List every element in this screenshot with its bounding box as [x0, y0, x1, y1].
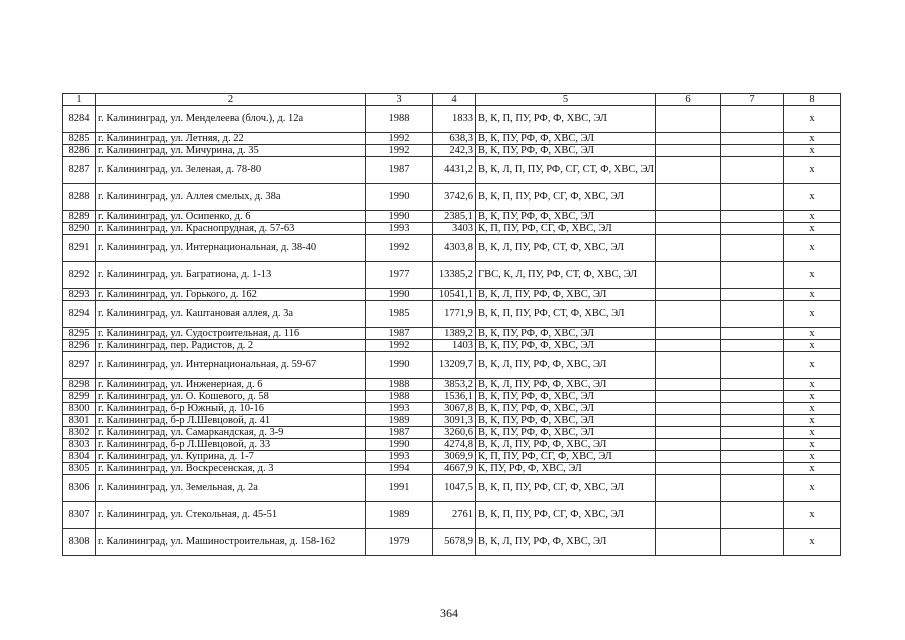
column-6-cell [656, 502, 721, 529]
table-row [63, 379, 841, 391]
area-cell: 1833 [433, 106, 476, 133]
address-cell: г. Калининград, б-р Южный, д. 10-16 [96, 403, 366, 415]
codes-cell: К, П, ПУ, РФ, СГ, Ф, ХВС, ЭЛ [476, 451, 656, 463]
area-cell: 638,3 [433, 133, 476, 145]
area-cell: 3853,2 [433, 379, 476, 391]
year-cell: 1993 [366, 223, 433, 235]
area-cell: 13385,2 [433, 262, 476, 289]
address-cell: г. Калининград, ул. Горького, д. 162 [96, 289, 366, 301]
row-number-cell: 8303 [63, 439, 96, 451]
row-number-cell: 8286 [63, 145, 96, 157]
table-row [63, 475, 841, 502]
mark-cell: x [784, 145, 841, 157]
table-row [63, 106, 841, 133]
row-number-cell: 8297 [63, 352, 96, 379]
column-7-cell [721, 106, 784, 133]
codes-cell: В, К, Л, ПУ, РФ, Ф, ХВС, ЭЛ [476, 379, 656, 391]
codes-cell: К, ПУ, РФ, Ф, ХВС, ЭЛ [476, 463, 656, 475]
column-6-cell [656, 157, 721, 184]
header-cell-7: 7 [721, 94, 784, 106]
table-row [63, 157, 841, 184]
area-cell: 3742,6 [433, 184, 476, 211]
year-cell: 1987 [366, 427, 433, 439]
table-row [63, 133, 841, 145]
mark-cell: x [784, 427, 841, 439]
row-number-cell: 8288 [63, 184, 96, 211]
mark-cell: x [784, 340, 841, 352]
column-6-cell [656, 391, 721, 403]
address-cell: г. Калининград, ул. Менделеева (блоч.), д. 12а [96, 106, 366, 133]
header-cell-1: 1 [63, 94, 96, 106]
address-cell: г. Калининград, ул. Интернациональная, д. 38-40 [96, 235, 366, 262]
codes-cell: В, К, П, ПУ, РФ, СГ, Ф, ХВС, ЭЛ [476, 502, 656, 529]
mark-cell: x [784, 502, 841, 529]
mark-cell: x [784, 157, 841, 184]
codes-cell: В, К, П, ПУ, РФ, СГ, Ф, ХВС, ЭЛ [476, 184, 656, 211]
area-cell: 1536,1 [433, 391, 476, 403]
mark-cell: x [784, 403, 841, 415]
mark-cell: x [784, 301, 841, 328]
row-number-cell: 8301 [63, 415, 96, 427]
table-row [63, 352, 841, 379]
column-7-cell [721, 223, 784, 235]
area-cell: 5678,9 [433, 529, 476, 556]
area-cell: 1771,9 [433, 301, 476, 328]
table-row [63, 415, 841, 427]
table-row [63, 340, 841, 352]
year-cell: 1990 [366, 289, 433, 301]
column-7-cell [721, 157, 784, 184]
year-cell: 1977 [366, 262, 433, 289]
column-6-cell [656, 211, 721, 223]
mark-cell: x [784, 262, 841, 289]
row-number-cell: 8293 [63, 289, 96, 301]
column-6-cell [656, 475, 721, 502]
year-cell: 1987 [366, 157, 433, 184]
codes-cell: В, К, ПУ, РФ, Ф, ХВС, ЭЛ [476, 427, 656, 439]
address-cell: г. Калининград, ул. Самаркандская, д. 3-9 [96, 427, 366, 439]
column-6-cell [656, 328, 721, 340]
area-cell: 3091,3 [433, 415, 476, 427]
column-7-cell [721, 439, 784, 451]
year-cell: 1990 [366, 211, 433, 223]
codes-cell: В, К, ПУ, РФ, Ф, ХВС, ЭЛ [476, 211, 656, 223]
row-number-cell: 8308 [63, 529, 96, 556]
area-cell: 10541,1 [433, 289, 476, 301]
row-number-cell: 8296 [63, 340, 96, 352]
table-row [63, 301, 841, 328]
column-7-cell [721, 235, 784, 262]
mark-cell: x [784, 475, 841, 502]
table-row [63, 223, 841, 235]
column-6-cell [656, 415, 721, 427]
row-number-cell: 8306 [63, 475, 96, 502]
column-6-cell [656, 289, 721, 301]
codes-cell: В, К, ПУ, РФ, Ф, ХВС, ЭЛ [476, 403, 656, 415]
area-cell: 4431,2 [433, 157, 476, 184]
column-7-cell [721, 184, 784, 211]
mark-cell: x [784, 415, 841, 427]
table-row [63, 529, 841, 556]
column-6-cell [656, 439, 721, 451]
table-row [63, 184, 841, 211]
codes-cell: К, П, ПУ, РФ, СГ, Ф, ХВС, ЭЛ [476, 223, 656, 235]
column-6-cell [656, 223, 721, 235]
column-7-cell [721, 145, 784, 157]
mark-cell: x [784, 328, 841, 340]
column-6-cell [656, 529, 721, 556]
table-row [63, 391, 841, 403]
row-number-cell: 8305 [63, 463, 96, 475]
table-row [63, 328, 841, 340]
address-cell: г. Калининград, ул. Интернациональная, д. 59-67 [96, 352, 366, 379]
year-cell: 1989 [366, 415, 433, 427]
column-7-cell [721, 379, 784, 391]
year-cell: 1993 [366, 403, 433, 415]
address-cell: г. Калининград, ул. Аллея смелых, д. 38а [96, 184, 366, 211]
column-7-cell [721, 403, 784, 415]
header-cell-6: 6 [656, 94, 721, 106]
address-cell: г. Калининград, ул. Куприна, д. 1-7 [96, 451, 366, 463]
column-7-cell [721, 427, 784, 439]
area-cell: 2385,1 [433, 211, 476, 223]
column-6-cell [656, 106, 721, 133]
table-row [63, 439, 841, 451]
address-cell: г. Калининград, ул. Зеленая, д. 78-80 [96, 157, 366, 184]
mark-cell: x [784, 106, 841, 133]
mark-cell: x [784, 463, 841, 475]
area-cell: 4667,9 [433, 463, 476, 475]
column-7-cell [721, 415, 784, 427]
table-row [63, 289, 841, 301]
column-7-cell [721, 133, 784, 145]
address-cell: г. Калининград, ул. Багратиона, д. 1-13 [96, 262, 366, 289]
column-6-cell [656, 262, 721, 289]
table-row [63, 211, 841, 223]
address-cell: г. Калининград, ул. Инженерная, д. 6 [96, 379, 366, 391]
table-row [63, 427, 841, 439]
address-cell: г. Калининград, б-р Л.Шевцовой, д. 33 [96, 439, 366, 451]
header-cell-2: 2 [96, 94, 366, 106]
mark-cell: x [784, 529, 841, 556]
column-6-cell [656, 340, 721, 352]
year-cell: 1988 [366, 106, 433, 133]
column-6-cell [656, 145, 721, 157]
mark-cell: x [784, 223, 841, 235]
codes-cell: В, К, Л, ПУ, РФ, СТ, Ф, ХВС, ЭЛ [476, 235, 656, 262]
column-6-cell [656, 301, 721, 328]
area-cell: 2761 [433, 502, 476, 529]
codes-cell: В, К, П, ПУ, РФ, СГ, Ф, ХВС, ЭЛ [476, 475, 656, 502]
column-6-cell [656, 427, 721, 439]
column-7-cell [721, 352, 784, 379]
mark-cell: x [784, 379, 841, 391]
column-7-cell [721, 289, 784, 301]
column-7-cell [721, 391, 784, 403]
column-7-cell [721, 211, 784, 223]
row-number-cell: 8298 [63, 379, 96, 391]
row-number-cell: 8285 [63, 133, 96, 145]
header-cell-3: 3 [366, 94, 433, 106]
column-7-cell [721, 502, 784, 529]
address-cell: г. Калининград, ул. Каштановая аллея, д. 3а [96, 301, 366, 328]
year-cell: 1992 [366, 235, 433, 262]
mark-cell: x [784, 289, 841, 301]
row-number-cell: 8290 [63, 223, 96, 235]
column-7-cell [721, 340, 784, 352]
page-number: 364 [440, 606, 458, 620]
row-number-cell: 8307 [63, 502, 96, 529]
mark-cell: x [784, 439, 841, 451]
address-cell: г. Калининград, пер. Радистов, д. 2 [96, 340, 366, 352]
column-6-cell [656, 352, 721, 379]
year-cell: 1989 [366, 502, 433, 529]
table-row [63, 502, 841, 529]
codes-cell: В, К, ПУ, РФ, Ф, ХВС, ЭЛ [476, 415, 656, 427]
row-number-cell: 8300 [63, 403, 96, 415]
year-cell: 1979 [366, 529, 433, 556]
row-number-cell: 8304 [63, 451, 96, 463]
column-7-cell [721, 301, 784, 328]
address-cell: г. Калининград, б-р Л.Шевцовой, д. 41 [96, 415, 366, 427]
header-cell-5: 5 [476, 94, 656, 106]
year-cell: 1988 [366, 391, 433, 403]
row-number-cell: 8284 [63, 106, 96, 133]
area-cell: 13209,7 [433, 352, 476, 379]
area-cell: 3067,8 [433, 403, 476, 415]
housing-register-table [62, 93, 841, 556]
mark-cell: x [784, 235, 841, 262]
column-7-cell [721, 328, 784, 340]
year-cell: 1987 [366, 328, 433, 340]
table-row [63, 235, 841, 262]
area-cell: 1389,2 [433, 328, 476, 340]
address-cell: г. Калининград, ул. О. Кошевого, д. 58 [96, 391, 366, 403]
codes-cell: В, К, Л, ПУ, РФ, Ф, ХВС, ЭЛ [476, 352, 656, 379]
column-6-cell [656, 184, 721, 211]
address-cell: г. Калининград, ул. Судостроительная, д. 116 [96, 328, 366, 340]
row-number-cell: 8299 [63, 391, 96, 403]
row-number-cell: 8291 [63, 235, 96, 262]
area-cell: 4274,8 [433, 439, 476, 451]
row-number-cell: 8302 [63, 427, 96, 439]
column-7-cell [721, 475, 784, 502]
row-number-cell: 8289 [63, 211, 96, 223]
row-number-cell: 8294 [63, 301, 96, 328]
column-6-cell [656, 379, 721, 391]
address-cell: г. Калининград, ул. Стекольная, д. 45-51 [96, 502, 366, 529]
row-number-cell: 8295 [63, 328, 96, 340]
area-cell: 3069,9 [433, 451, 476, 463]
address-cell: г. Калининград, ул. Летняя, д. 22 [96, 133, 366, 145]
year-cell: 1990 [366, 352, 433, 379]
codes-cell: ГВС, К, Л, ПУ, РФ, СТ, Ф, ХВС, ЭЛ [476, 262, 656, 289]
year-cell: 1990 [366, 184, 433, 211]
table-row [63, 403, 841, 415]
codes-cell: В, К, ПУ, РФ, Ф, ХВС, ЭЛ [476, 391, 656, 403]
table-row [63, 463, 841, 475]
column-6-cell [656, 235, 721, 262]
column-7-cell [721, 262, 784, 289]
address-cell: г. Калининград, ул. Земельная, д. 2а [96, 475, 366, 502]
area-cell: 4303,8 [433, 235, 476, 262]
codes-cell: В, К, ПУ, РФ, Ф, ХВС, ЭЛ [476, 328, 656, 340]
codes-cell: В, К, ПУ, РФ, Ф, ХВС, ЭЛ [476, 133, 656, 145]
year-cell: 1991 [366, 475, 433, 502]
area-cell: 3260,6 [433, 427, 476, 439]
area-cell: 3403 [433, 223, 476, 235]
column-7-cell [721, 451, 784, 463]
mark-cell: x [784, 451, 841, 463]
codes-cell: В, К, Л, ПУ, РФ, Ф, ХВС, ЭЛ [476, 529, 656, 556]
header-row [63, 94, 841, 106]
table-body [63, 106, 841, 556]
table-row [63, 451, 841, 463]
codes-cell: В, К, П, ПУ, РФ, Ф, ХВС, ЭЛ [476, 106, 656, 133]
year-cell: 1993 [366, 451, 433, 463]
codes-cell: В, К, ПУ, РФ, Ф, ХВС, ЭЛ [476, 340, 656, 352]
address-cell: г. Калининград, ул. Краснопрудная, д. 57-63 [96, 223, 366, 235]
codes-cell: В, К, Л, П, ПУ, РФ, СГ, СТ, Ф, ХВС, ЭЛ [476, 157, 656, 184]
area-cell: 1403 [433, 340, 476, 352]
column-6-cell [656, 463, 721, 475]
year-cell: 1988 [366, 379, 433, 391]
column-7-cell [721, 529, 784, 556]
mark-cell: x [784, 352, 841, 379]
mark-cell: x [784, 391, 841, 403]
mark-cell: x [784, 211, 841, 223]
address-cell: г. Калининград, ул. Машиностроительная, д. 158-162 [96, 529, 366, 556]
year-cell: 1992 [366, 340, 433, 352]
header-cell-8: 8 [784, 94, 841, 106]
column-6-cell [656, 403, 721, 415]
year-cell: 1985 [366, 301, 433, 328]
year-cell: 1992 [366, 133, 433, 145]
mark-cell: x [784, 184, 841, 211]
column-7-cell [721, 463, 784, 475]
area-cell: 1047,5 [433, 475, 476, 502]
address-cell: г. Калининград, ул. Воскресенская, д. 3 [96, 463, 366, 475]
address-cell: г. Калининград, ул. Мичурина, д. 35 [96, 145, 366, 157]
year-cell: 1992 [366, 145, 433, 157]
address-cell: г. Калининград, ул. Осипенко, д. 6 [96, 211, 366, 223]
mark-cell: x [784, 133, 841, 145]
row-number-cell: 8292 [63, 262, 96, 289]
table-row [63, 262, 841, 289]
column-6-cell [656, 451, 721, 463]
table-row [63, 145, 841, 157]
area-cell: 242,3 [433, 145, 476, 157]
codes-cell: В, К, Л, ПУ, РФ, Ф, ХВС, ЭЛ [476, 439, 656, 451]
header-cell-4: 4 [433, 94, 476, 106]
codes-cell: В, К, ПУ, РФ, Ф, ХВС, ЭЛ [476, 145, 656, 157]
year-cell: 1990 [366, 439, 433, 451]
year-cell: 1994 [366, 463, 433, 475]
codes-cell: В, К, П, ПУ, РФ, СТ, Ф, ХВС, ЭЛ [476, 301, 656, 328]
column-6-cell [656, 133, 721, 145]
row-number-cell: 8287 [63, 157, 96, 184]
codes-cell: В, К, Л, ПУ, РФ, Ф, ХВС, ЭЛ [476, 289, 656, 301]
